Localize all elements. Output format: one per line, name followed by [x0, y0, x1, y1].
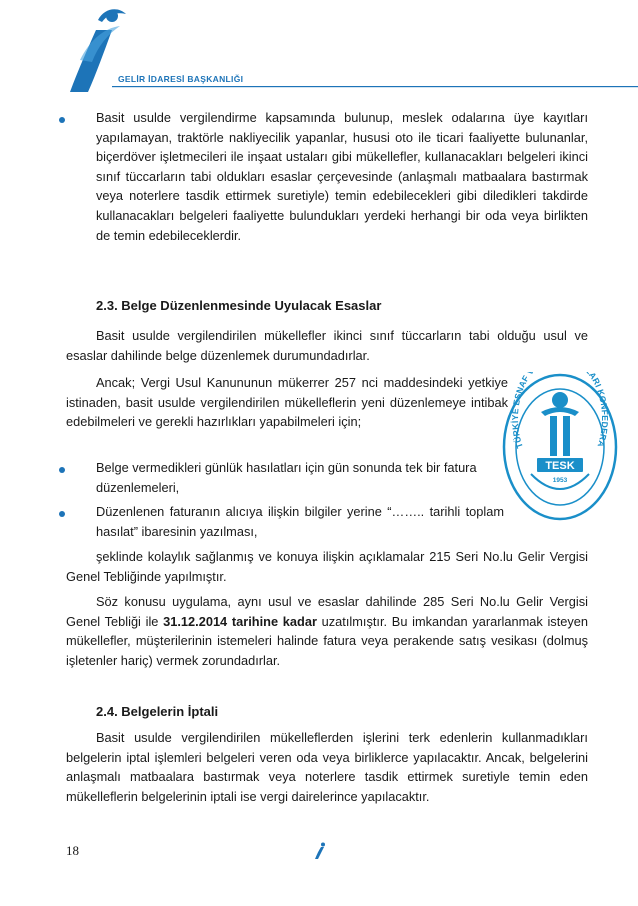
- para4-text-start: Söz konusu uygulama, aynı usul ve esaslar dahilinde 285 Seri No.lu Gelir Vergisi Genel Tebliği ile: [66, 594, 588, 629]
- gib-logo-icon: [0, 0, 638, 100]
- section-2-3-paragraph-3: şeklinde kolaylık sağlanmış ve konuya ilişkin açıklamalar 215 Seri No.lu Gelir Vergisi Genel Tebliğinde yapılmıştır.: [66, 549, 588, 584]
- section-2-3-paragraph-4: [66, 592, 588, 670]
- logo-acronym: TESK: [545, 460, 575, 472]
- section-2-3-bullet-1: Belge vermedikleri günlük hasılatları için gün sonunda tek bir fatura düzenlemeleri,: [96, 460, 477, 495]
- section-2-3-paragraph-1: Basit usulde vergilendirilen mükellefler ikinci sınıf tüccarların tabi olduğu usul ve esaslar dahilinde belge düzenlemek durumundadırlar.: [66, 328, 588, 363]
- tesk-logo: [501, 372, 619, 522]
- bullet-dot-icon: [58, 506, 68, 516]
- page-header: [0, 0, 638, 100]
- section-2-3-paragraph-2: Ancak; Vergi Usul Kanununun mükerrer 257 nci maddesindeki yetkiye istinaden, basit usulde vergilendirilen mükelleflerin yeni düzenlemeye intibak edebilmeleri ve gerekli hazırlıkları yapabilmeleri için;: [66, 375, 508, 430]
- section-heading-2-3: 2.3. Belge Düzenlenmesinde Uyulacak Esaslar: [96, 298, 382, 313]
- para4-text-end: uzatılmıştır. Bu imkandan yararlanmak isteyen mükellefler, müşterilerinin istemeleri halinde fatura veya perakende satış vesikası (dolmuş işletenler hariç) vermek zorundadırlar.: [66, 613, 588, 668]
- header-title: GELİR İDARESİ BAŞKANLIĞI: [118, 74, 244, 84]
- section-2-4-paragraph-1: Basit usulde vergilendirilen mükelleflerden işlerini terk edenlerin kullanmadıkları belgelerin iptal işlemleri belgeleri veren oda veya birliklerce yapılacaktır. Ancak, belgelerini anlaşmalı matbaalara bastırmak veya noterlere tasdik ettirmek suretiyle temin eden mükelleflerin belgelerinin iptali ise vergi dairelerince yapılacaktır.: [66, 730, 588, 804]
- page-number: 18: [66, 843, 79, 858]
- section-2-3-bullet-2: Düzenlenen faturanın alıcıya ilişkin bilgiler yerine “…….. tarihli toplam hasılat” ibaresinin yazılması,: [96, 504, 504, 539]
- bullet-dot-icon: [58, 112, 68, 122]
- bullet-dot-icon: [58, 462, 68, 472]
- logo-year: 1953: [552, 477, 568, 484]
- logo-ring-text: TÜRKİYE ESNAF ARI KONFEDERA: [509, 372, 611, 450]
- top-bullet-text: Basit usulde vergilendirme kapsamında bulunup, meslek odalarına üye kayıtları yapılamayan, traktörle nakliyecilik yapanlar, hususi oto ile ticari faaliyette bulunanlar, biçerdöver işletmecileri ile inşaat ustaları gibi mükellefler, kullanacakları belgeleri ikinci sınıf tüccarların tabi oldukları esaslar çerçevesinde (anlaşmalı matbaalara bastırmak veya noterlere tasdik ettirmek suretiyle) temin edebilecekleri gibi diledikleri takdirde kullanacakları belgeleri faaliyette bulundukları yerdeki herhangi bir oda veya birlikten de temin edebileceklerdir.: [96, 110, 588, 243]
- para4-bold-date: 31.12.2014 tarihine kadar: [163, 613, 317, 629]
- gib-small-icon: [312, 842, 328, 860]
- section-heading-2-4: 2.4. Belgelerin İptali: [96, 704, 219, 719]
